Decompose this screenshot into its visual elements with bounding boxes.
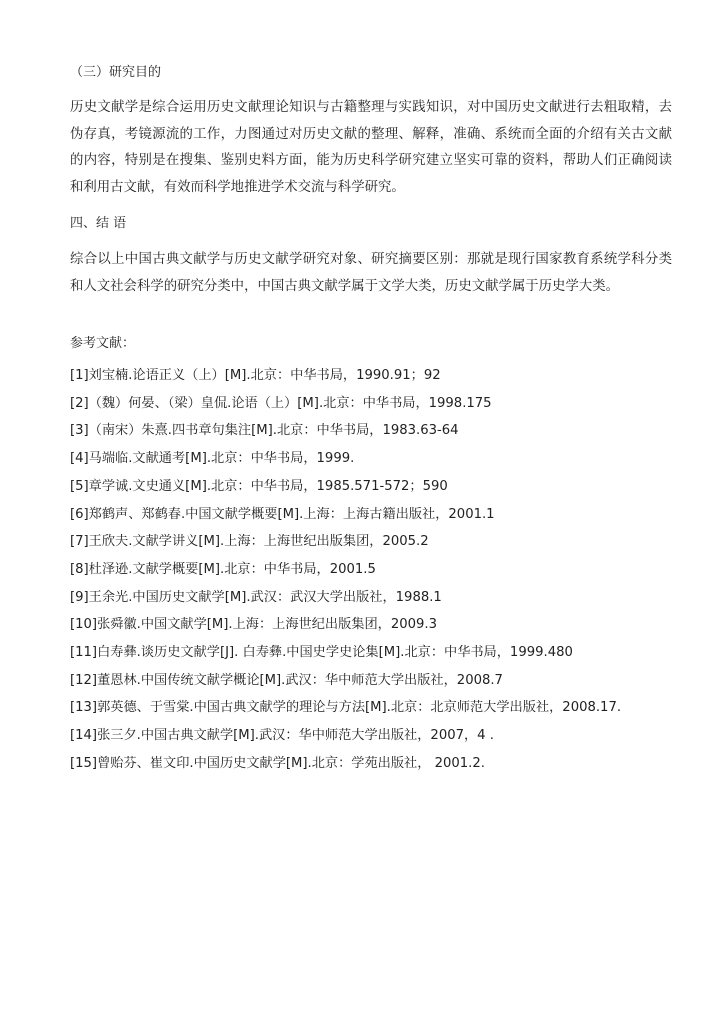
reference-item: [12]董恩林.中国传统文献学概论[M].武汉：华中师范大学出版社，2008.7 bbox=[70, 672, 503, 688]
reference-list bbox=[70, 362, 672, 778]
section-heading-conclusion: 四、结 语 bbox=[70, 216, 127, 231]
reference-item: [14]张三夕.中国古典文献学[M].武汉：华中师范大学出版社，2007，4 . bbox=[70, 728, 494, 744]
reference-item: [2]（魏）何晏、（梁）皇侃.论语（上）[M].北京：中华书局，1998.175 bbox=[70, 395, 492, 411]
reference-item: [11]白寿彝.谈历史文献学[J]. 白寿彝.中国史学史论集[M].北京：中华书局，1999.480 bbox=[70, 645, 573, 661]
section-heading-research-goal: （三）研究目的 bbox=[70, 65, 162, 80]
reference-item: [4]马端临.文献通考[M].北京：中华书局，1999. bbox=[70, 451, 355, 467]
paragraph-conclusion: 综合以上中国古典文献学与历史文献学研究对象、研究摘要区别：那就是现行国家教育系统学科分类和人文社会科学的研究分类中，中国古典文献学属于文学大类，历史文献学属于历史学大类。 bbox=[70, 252, 672, 294]
reference-item: [3]（南宋）朱熹.四书章句集注[M].北京：中华书局，1983.63-64 bbox=[70, 423, 459, 439]
reference-item: [1]刘宝楠.论语正义（上）[M].北京：中华书局，1990.91；92 bbox=[70, 368, 441, 383]
reference-item: [6]郑鹤声、郑鹤春.中国文献学概要[M].上海：上海古籍出版社，2001.1 bbox=[70, 506, 495, 522]
reference-item: [9]王余光.中国历史文献学[M].武汉：武汉大学出版社，1988.1 bbox=[70, 589, 442, 605]
reference-item: [8]杜泽逊.文献学概要[M].北京：中华书局，2001.5 bbox=[70, 561, 376, 577]
references-heading: 参考文献： bbox=[70, 336, 136, 351]
reference-item: [5]章学诚.文史通义[M].北京：中华书局，1985.571-572；590 bbox=[70, 478, 448, 494]
paragraph-research-goal: 历史文献学是综合运用历史文献理论知识与古籍整理与实践知识，对中国历史文献进行去粗取精，去伪存真，考镜源流的工作，力图通过对历史文献的整理、解释，准确、系统而全面的介绍有关古文献的内容，特别是在搜集、鉴别史料方面，能为历史科学研究建立坚实可靠的资料，帮助人们正确阅读和利用古文献，有效而科学地推进学术交流与科学研究。 bbox=[70, 100, 672, 195]
reference-item: [13]郭英德、于雪棠.中国古典文献学的理论与方法[M].北京：北京师范大学出版社，2008.17. bbox=[70, 700, 622, 716]
reference-item: [7]王欣夫.文献学讲义[M].上海：上海世纪出版集团，2005.2 bbox=[70, 534, 429, 550]
reference-item: [10]张舜徽.中国文献学[M].上海：上海世纪出版集团，2009.3 bbox=[70, 617, 438, 633]
reference-item: [15]曾贻芬、崔文印.中国历史文献学[M].北京：学苑出版社， 2001.2. bbox=[70, 755, 485, 771]
